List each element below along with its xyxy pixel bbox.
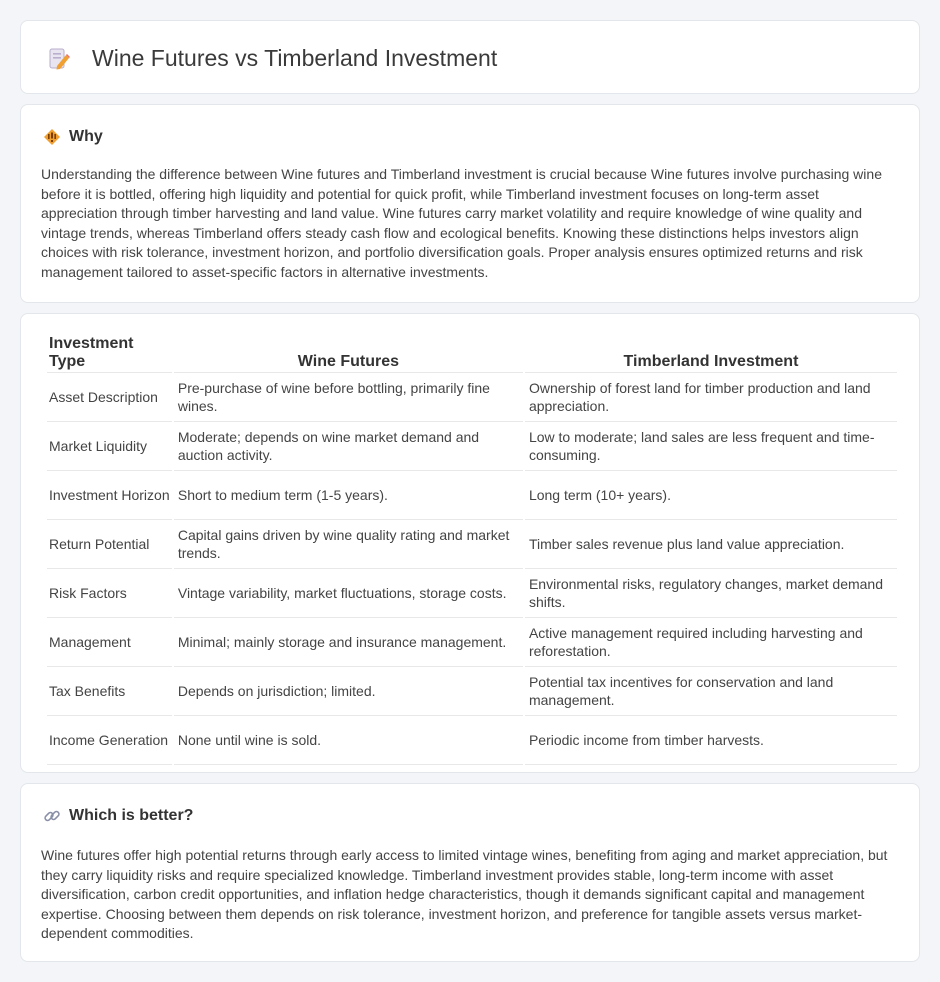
- row-label: Asset Description: [47, 373, 172, 422]
- comparison-section: [20, 313, 920, 773]
- link-icon: [43, 807, 61, 825]
- better-heading: [43, 805, 193, 827]
- comparison-table: [45, 335, 899, 765]
- row-label: Risk Factors: [47, 569, 172, 618]
- column-header: Wine Futures: [174, 335, 523, 373]
- why-text: Understanding the difference between Wine futures and Timberland investment is crucial because Wine futures involve purchasing wine before it is bottled, offering high liquidity and potential for quick profit, while Timberland investment focuses on long-term asset appreciation through timber harvesting and land value. Wine futures carry market volatility and require knowledge of wine quality and vintage trends, whereas Timberland offers steady cash flow and ecological benefits. Knowing these distinctions helps investors align choices with risk tolerance, investment horizon, and portfolio diversification goals. Proper analysis ensures optimized returns and risk management tailored to asset-specific factors in alternative investments.: [41, 166, 882, 280]
- table-row: [47, 618, 897, 667]
- row-label: Income Generation: [47, 716, 172, 765]
- wine-cell: Moderate; depends on wine market demand and auction activity.: [174, 422, 523, 471]
- table-header-row: [47, 335, 897, 373]
- better-text: Wine futures offer high potential returns through early access to limited vintage wines, benefiting from aging and market appreciation, but they carry liquidity risks and require specialized knowledge. Timberland investment provides stable, long-term income with asset diversification, carbon credit opportunities, and inflation hedge characteristics, though it demands significant capital and management expertise. Choosing between them depends on risk tolerance, investment horizon, and preference for tangible assets versus market-dependent commodities.: [41, 847, 888, 941]
- header-card: [20, 20, 920, 94]
- timber-cell: Periodic income from timber harvests.: [525, 716, 897, 765]
- wine-cell: Depends on jurisdiction; limited.: [174, 667, 523, 716]
- timber-cell: Active management required including harvesting and reforestation.: [525, 618, 897, 667]
- table-row: [47, 520, 897, 569]
- timber-cell: Environmental risks, regulatory changes, market demand shifts.: [525, 569, 897, 618]
- document-pencil-icon: [47, 47, 71, 71]
- wine-cell: Capital gains driven by wine quality rating and market trends.: [174, 520, 523, 569]
- table-row: [47, 373, 897, 422]
- timber-cell: Low to moderate; land sales are less frequent and time-consuming.: [525, 422, 897, 471]
- row-label: Tax Benefits: [47, 667, 172, 716]
- timber-cell: Long term (10+ years).: [525, 471, 897, 520]
- why-title: Why: [69, 128, 103, 145]
- wine-cell: Pre-purchase of wine before bottling, primarily fine wines.: [174, 373, 523, 422]
- why-heading: [43, 126, 103, 148]
- table-row: [47, 471, 897, 520]
- column-header: Investment Type: [47, 335, 172, 373]
- which-is-better-section: [20, 783, 920, 962]
- row-label: Management: [47, 618, 172, 667]
- row-label: Investment Horizon: [47, 471, 172, 520]
- page-title: Wine Futures vs Timberland Investment: [92, 45, 498, 71]
- timber-cell: Timber sales revenue plus land value appreciation.: [525, 520, 897, 569]
- column-header: Timberland Investment: [525, 335, 897, 373]
- why-section: [20, 104, 920, 303]
- row-label: Return Potential: [47, 520, 172, 569]
- better-title: Which is better?: [69, 807, 194, 824]
- wine-cell: Vintage variability, market fluctuations, storage costs.: [174, 569, 523, 618]
- wine-cell: None until wine is sold.: [174, 716, 523, 765]
- diamond-warning-icon: [43, 128, 61, 146]
- row-label: Market Liquidity: [47, 422, 172, 471]
- table-row: [47, 569, 897, 618]
- wine-cell: Short to medium term (1-5 years).: [174, 471, 523, 520]
- wine-cell: Minimal; mainly storage and insurance management.: [174, 618, 523, 667]
- timber-cell: Ownership of forest land for timber production and land appreciation.: [525, 373, 897, 422]
- timber-cell: Potential tax incentives for conservation and land management.: [525, 667, 897, 716]
- table-row: [47, 716, 897, 765]
- table-row: [47, 667, 897, 716]
- table-row: [47, 422, 897, 471]
